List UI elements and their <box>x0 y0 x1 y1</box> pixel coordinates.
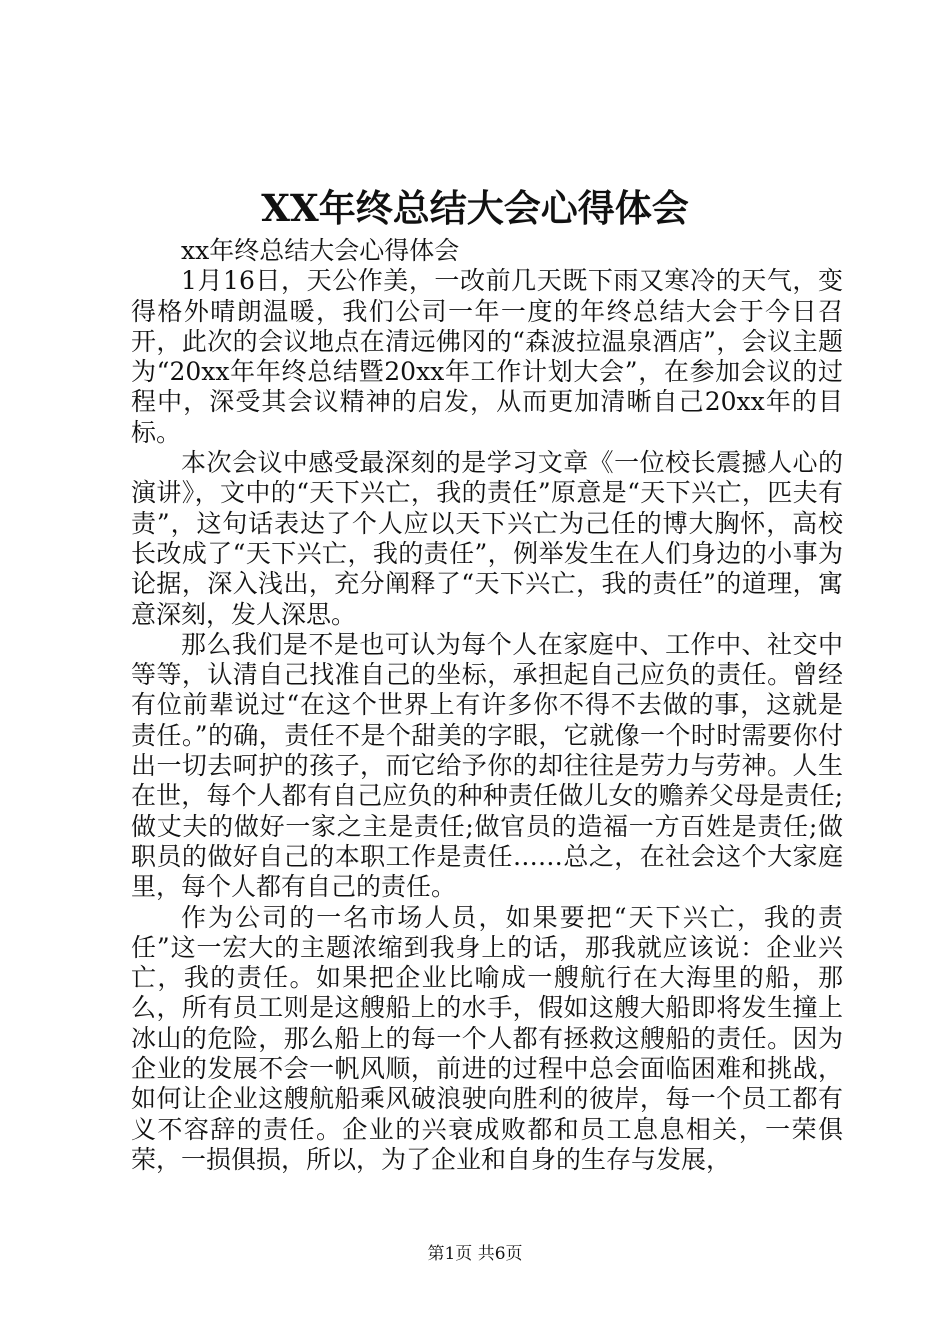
paragraph: 1月16日，天公作美，一改前几天既下雨又寒冷的天气，变得格外晴朗温暖，我们公司一年一度的年终总结大会于今日召开，此次的会议地点在清远佛冈的“森波拉温泉酒店”，会议主题为“20xx年年终总结暨20xx年工作计划大会”，在参加会议的过程中，深受其会议精神的启发，从而更加清晰自己20xx年的目标。 <box>131 266 843 447</box>
paragraph: 本次会议中感受最深刻的是学习文章《一位校长震撼人心的演讲》，文中的“天下兴亡，我的责任”原意是“天下兴亡，匹夫有责”，这句话表达了个人应以天下兴亡为己任的博大胸怀，高校长改成了“天下兴亡，我的责任”，例举发生在人们身边的小事为论据，深入浅出，充分阐释了“天下兴亡，我的责任”的道理，寓意深刻，发人深思。 <box>131 448 843 629</box>
paragraph: 作为公司的一名市场人员，如果要把“天下兴亡，我的责任”这一宏大的主题浓缩到我身上的话，那我就应该说：企业兴亡，我的责任。如果把企业比喻成一艘航行在大海里的船，那么，所有员工则是这艘船上的水手，假如这艘大船即将发生撞上冰山的危险，那么船上的每一个人都有拯救这艘船的责任。因为企业的发展不会一帆风顺，前进的过程中总会面临困难和挑战，如何让企业这艘航船乘风破浪驶向胜利的彼岸，每一个员工都有义不容辞的责任。企业的兴衰成败都和员工息息相关，一荣俱荣，一损俱损，所以，为了企业和自身的生存与发展， <box>131 902 843 1174</box>
page-footer: 第1页 共6页 <box>427 1244 523 1264</box>
paragraph: 那么我们是不是也可认为每个人在家庭中、工作中、社交中等等，认清自己找准自己的坐标，承担起自己应负的责任。曾经有位前辈说过“在这个世界上有许多你不得不去做的事，这就是责任。”的确，责任不是个甜美的字眼，它就像一个时时需要你付出一切去呵护的孩子，而它给予你的却往往是劳力与劳神。人生在世，每个人都有自己应负的种种责任做儿女的赡养父母是责任;做丈夫的做好一家之主是责任;做官员的造福一方百姓是责任;做职员的做好自己的本职工作是责任……总之，在社会这个大家庭里，每个人都有自己的责任。 <box>131 629 843 902</box>
document-body <box>131 236 843 1175</box>
paragraph-subtitle: xx年终总结大会心得体会 <box>181 236 460 265</box>
document-title: XX年终总结大会心得体会 <box>261 186 689 230</box>
